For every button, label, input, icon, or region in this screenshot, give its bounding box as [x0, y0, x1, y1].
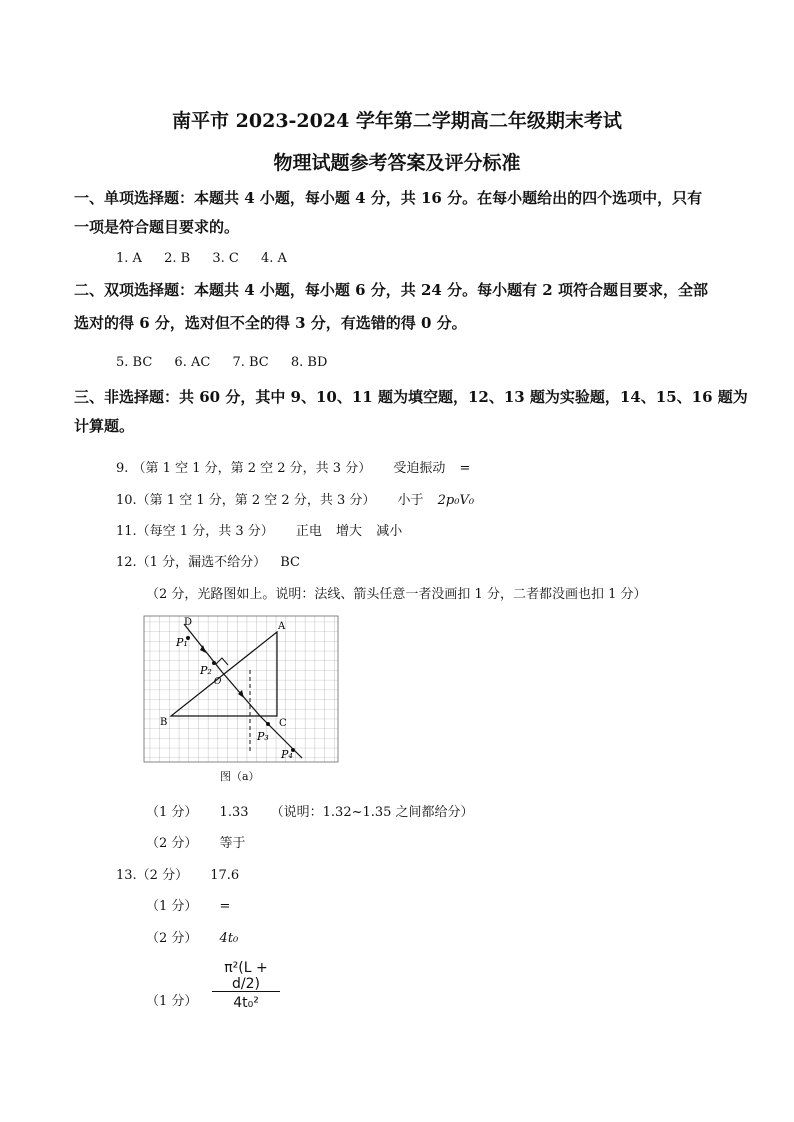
q10-row [116, 489, 474, 508]
label-d: D [184, 617, 193, 628]
section2-answers [116, 355, 327, 370]
section3-heading-line2: 计算题。 [74, 417, 135, 435]
label-a: A [278, 621, 286, 632]
q13-part2-row [146, 927, 238, 946]
formula-denominator: 4t₀² [233, 995, 259, 1011]
q12-part2-row [146, 832, 246, 851]
answer-6: 6. AC [174, 355, 211, 370]
q9-answer-1: 受迫振动 [393, 461, 446, 476]
answer-8: 8. BD [290, 355, 328, 370]
answer-7: 7. BC [232, 355, 269, 370]
answer-3: 3. C [212, 251, 239, 266]
pin-p2 [212, 661, 216, 665]
section1-heading-line2: 一项是符合题目要求的。 [74, 218, 240, 236]
q10-answer-1: 小于 [397, 493, 424, 508]
page-title: 南平市 2023-2024 学年第二学期高二年级期末考试 [172, 110, 622, 132]
q13-part1-row [146, 895, 230, 914]
q9-label: 9. （第 1 空 1 分，第 2 空 2 分，共 3 分） [116, 461, 372, 476]
q11-answer-3: 减小 [376, 524, 403, 539]
q12-part2-answer: 等于 [219, 836, 246, 851]
q9-row [116, 457, 470, 476]
q12-part2-score: （2 分） [146, 836, 198, 851]
q10-answer-2: 2p₀V₀ [437, 493, 475, 508]
answer-1: 1. A [116, 251, 142, 266]
answer-2: 2. B [164, 251, 191, 266]
label-p4: P₄ [281, 748, 293, 761]
formula-numerator: π²(L + d/2) [224, 960, 268, 992]
answer-5: 5. BC [116, 355, 153, 370]
q13-part1-score: （1 分） [146, 899, 198, 914]
q12-part1-answer: 1.33 [219, 805, 249, 820]
q12-part1-score: （1 分） [146, 805, 198, 820]
q11-answer-2: 增大 [336, 524, 363, 539]
q10-label: 10.（第 1 空 1 分，第 2 空 2 分，共 3 分） [116, 493, 376, 508]
q12-label: 12.（1 分，漏选不给分） [116, 555, 267, 570]
page-subtitle: 物理试题参考答案及评分标准 [273, 152, 521, 174]
optics-diagram [140, 612, 350, 782]
formula-fraction-bar [212, 991, 280, 992]
label-o: O [214, 677, 222, 687]
q12-part1-row [146, 801, 474, 820]
label-b: B [160, 717, 168, 728]
q9-answer-2: = [459, 461, 471, 476]
q13-answer: 17.6 [210, 868, 240, 883]
q13-formula [210, 960, 282, 1024]
section1-heading-line1: 一、单项选择题：本题共 4 小题，每小题 4 分，共 16 分。在每小题给出的四个选项中，只有 [74, 189, 703, 207]
grid-background [144, 616, 338, 762]
q13-label: 13.（2 分） [116, 868, 189, 883]
section2-heading-line2: 选对的得 6 分，选对但不全的得 3 分，有选错的得 0 分。 [74, 314, 467, 332]
section2-heading-line1: 二、双项选择题：本题共 4 小题，每小题 6 分，共 24 分。每小题有 2 项符合题目要求，全部 [74, 281, 708, 299]
label-c: C [279, 718, 287, 729]
q12-part1-note: （说明：1.32~1.35 之间都给分） [270, 805, 474, 820]
label-p2: P₂ [200, 664, 212, 677]
label-p1: P₁ [176, 636, 188, 649]
q11-row [116, 520, 402, 539]
q13-part1-answer: = [219, 899, 231, 914]
q11-label: 11.（每空 1 分，共 3 分） [116, 524, 274, 539]
q12-answer: BC [280, 555, 300, 570]
q13-part2-answer: 4t₀ [219, 931, 239, 946]
q13-row [116, 864, 239, 883]
q13-part3-score: （1 分） [146, 994, 198, 1009]
q11-answer-1: 正电 [295, 524, 322, 539]
answer-4: 4. A [260, 251, 287, 266]
section3-heading-line1: 三、非选择题：共 60 分，其中 9、10、11 题为填空题，12、13 题为实验题，14、15、16 题为 [74, 388, 748, 406]
q12-note: （2 分，光路图如上。说明：法线、箭头任意一者没画扣 1 分，二者都没画也扣 1 分） [146, 587, 647, 602]
label-p3: P₃ [257, 730, 269, 743]
section1-answers [116, 251, 287, 266]
figure-caption: 图（a） [220, 770, 260, 783]
q13-part2-score: （2 分） [146, 931, 198, 946]
q12-row [116, 551, 300, 570]
pin-p3 [266, 722, 270, 726]
